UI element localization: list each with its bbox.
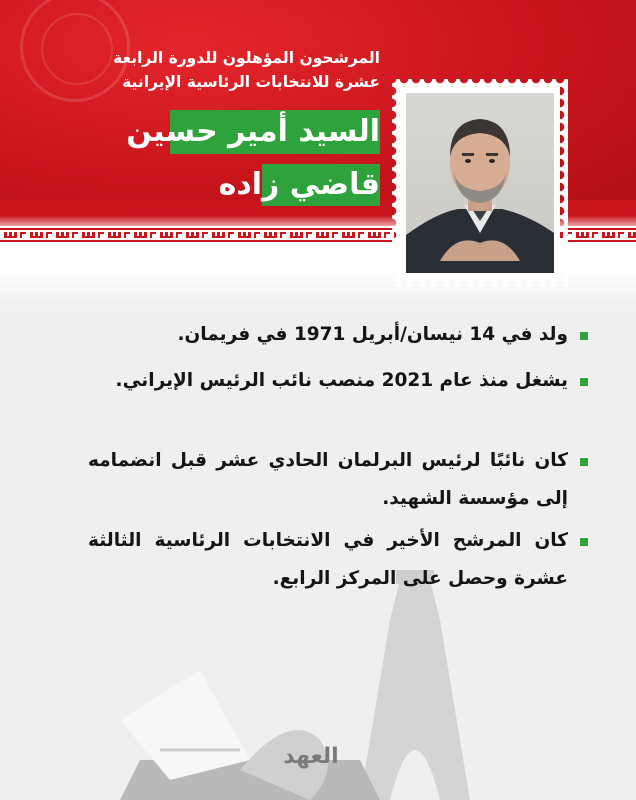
election-subtitle bbox=[40, 46, 380, 94]
list-item: يشغل منذ عام 2021 منصب نائب الرئيس الإيراني. bbox=[88, 362, 568, 400]
al-ahed-logo: العهد bbox=[283, 744, 339, 769]
bullet-icon bbox=[580, 458, 588, 466]
subtitle-line-2: عشرة للانتخابات الرئاسية الإيرانية bbox=[122, 73, 380, 91]
bullet-icon bbox=[580, 332, 588, 340]
list-item: كان المرشح الأخير في الانتخابات الرئاسية الثالثة عشرة وحصل على المركز الرابع. bbox=[88, 522, 568, 598]
bullet-icon bbox=[580, 378, 588, 386]
ballot-box-watermark bbox=[60, 650, 420, 800]
candidate-name-last: قاضي زاده bbox=[262, 164, 380, 206]
list-item: كان نائبًا لرئيس البرلمان الحادي عشر قبل انضمامه إلى مؤسسة الشهيد. bbox=[88, 442, 568, 518]
postage-stamp-frame bbox=[392, 79, 568, 287]
bullet-icon bbox=[580, 538, 588, 546]
candidate-name-first: السيد أمير حسين bbox=[170, 110, 380, 154]
subtitle-line-1: المرشحون المؤهلون للدورة الرابعة bbox=[113, 49, 380, 67]
candidate-portrait bbox=[406, 93, 554, 273]
list-item: ولد في 14 نيسان/أبريل 1971 في فريمان. bbox=[88, 316, 568, 354]
